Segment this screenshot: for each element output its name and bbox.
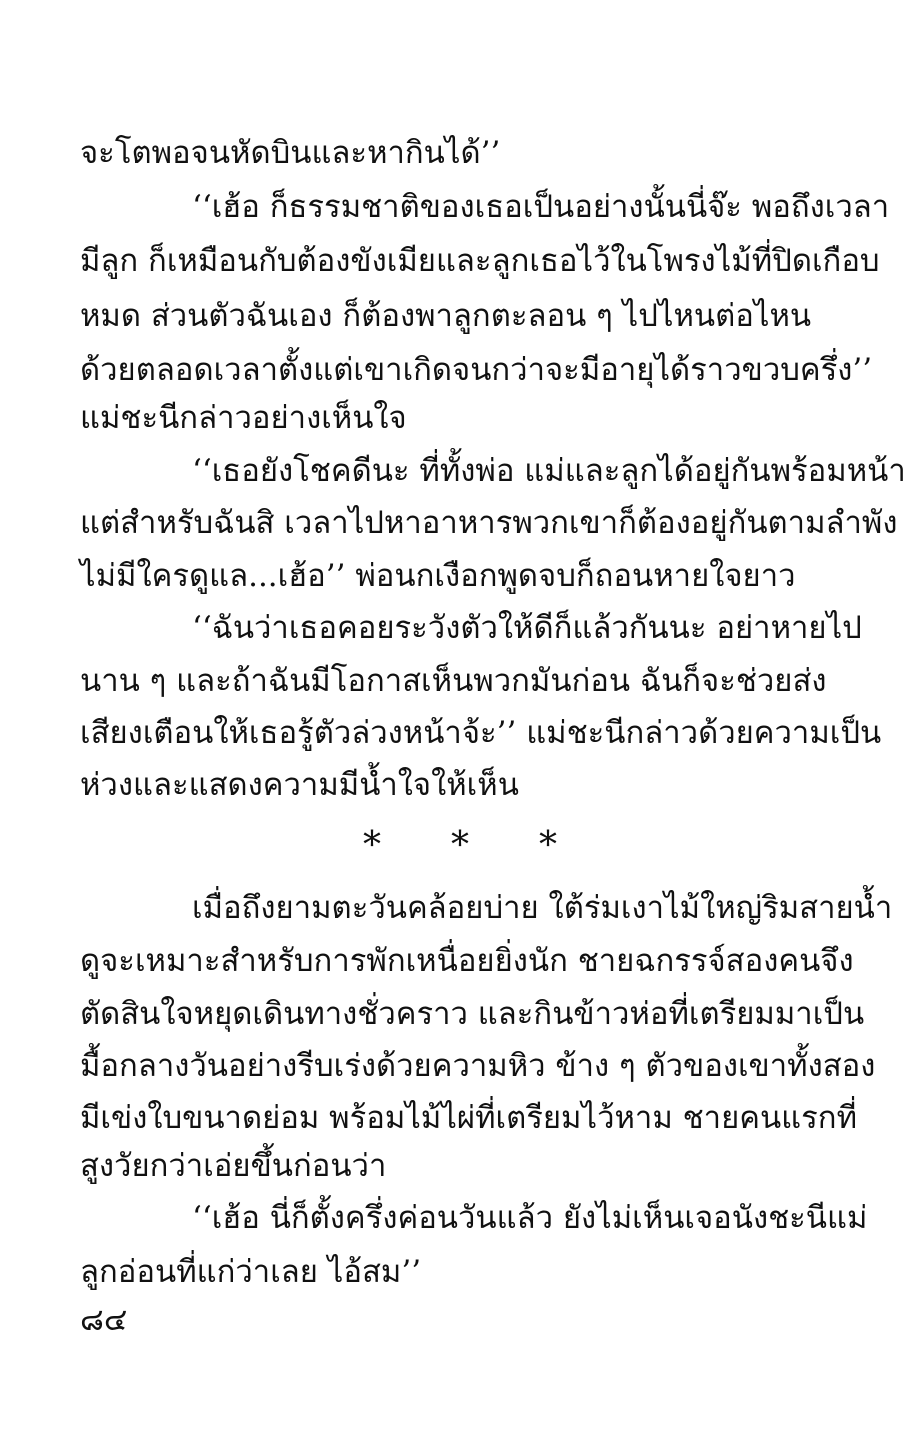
text-line: ลูกอ่อนที่แก่ว่าเลย ไอ้สม’’ <box>80 1254 422 1290</box>
text-line: หมด ส่วนตัวฉันเอง ก็ต้องพาลูกตะลอน ๆ ไปไหนต่อไหน <box>80 298 812 334</box>
text-line: จะโตพอจนหัดบินและหากินได้’’ <box>80 135 501 171</box>
text-line: เมื่อถึงยามตะวันคล้อยบ่าย ใต้ร่มเงาไม้ใหญ่ริมสายน้ำ <box>192 890 893 926</box>
section-break-star: * <box>363 825 381 866</box>
text-line: มีเข่งใบขนาดย่อม พร้อมไม้ไผ่ที่เตรียมไว้หาม ชายคนแรกที่ <box>80 1100 857 1136</box>
text-line: ‘‘เธอยังโชคดีนะ ที่ทั้งพ่อ แม่และลูกได้อยู่กันพร้อมหน้า <box>192 453 906 489</box>
text-line: มื้อกลางวันอย่างรีบเร่งด้วยความหิว ข้าง ๆ ตัวของเขาทั้งสอง <box>80 1048 876 1084</box>
section-break <box>0 826 920 866</box>
text-line: ไม่มีใครดูแล...เฮ้อ’’ พ่อนกเงือกพูดจบก็ถอนหายใจยาว <box>80 558 796 594</box>
text-line: นาน ๆ และถ้าฉันมีโอกาสเห็นพวกมันก่อน ฉันก็จะช่วยส่ง <box>80 663 827 699</box>
text-line: ‘‘เฮ้อ ก็ธรรมชาติของเธอเป็นอย่างนั้นนี่จ๊ะ พอถึงเวลา <box>192 189 890 225</box>
section-break-star: * <box>451 825 469 866</box>
page-number: ๘๔ <box>80 1302 128 1338</box>
text-line: ด้วยตลอดเวลาตั้งแต่เขาเกิดจนกว่าจะมีอายุได้ราวขวบครึ่ง’’ <box>80 352 873 388</box>
text-line: ‘‘เฮ้อ นี่ก็ตั้งครึ่งค่อนวันแล้ว ยังไม่เห็นเจอนังชะนีแม่ <box>192 1200 868 1236</box>
text-line: แม่ชะนีกล่าวอย่างเห็นใจ <box>80 400 407 436</box>
text-line: มีลูก ก็เหมือนกับต้องขังเมียและลูกเธอไว้ในโพรงไม้ที่ปิดเกือบ <box>80 243 880 279</box>
text-line: แต่สำหรับฉันสิ เวลาไปหาอาหารพวกเขาก็ต้องอยู่กันตามลำพัง <box>80 505 898 541</box>
text-line: ดูจะเหมาะสำหรับการพักเหนื่อยยิ่งนัก ชายฉกรรจ์สองคนจึง <box>80 943 854 979</box>
section-break-star: * <box>539 825 557 866</box>
text-line: เสียงเตือนให้เธอรู้ตัวล่วงหน้าจ้ะ’’ แม่ชะนีกล่าวด้วยความเป็น <box>80 715 882 751</box>
text-line: สูงวัยกว่าเอ่ยขึ้นก่อนว่า <box>80 1148 387 1184</box>
text-line: ‘‘ฉันว่าเธอคอยระวังตัวให้ดีก็แล้วกันนะ อย่าหายไป <box>192 610 862 646</box>
text-line: ตัดสินใจหยุดเดินทางชั่วคราว และกินข้าวห่อที่เตรียมมาเป็น <box>80 996 865 1032</box>
text-line: ห่วงและแสดงความมีน้ำใจให้เห็น <box>80 767 519 803</box>
